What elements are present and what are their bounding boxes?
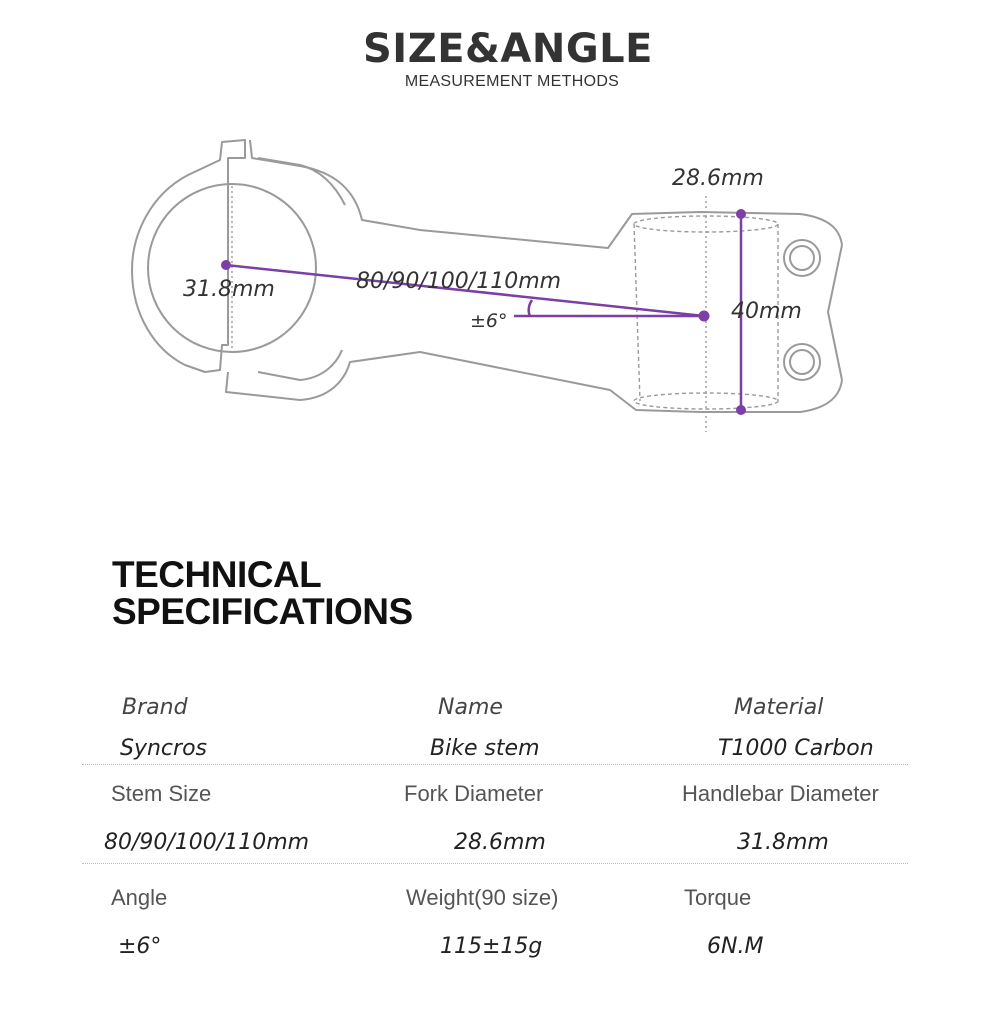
stem-length-label: 80/90/100/110mm — [356, 269, 562, 294]
spec-label-angle: Angle — [111, 885, 168, 910]
spec-label-name: Name — [438, 695, 503, 720]
spec-value-stem-size: 80/90/100/110mm — [104, 830, 310, 855]
spec-label-material: Material — [734, 695, 824, 720]
spec-label-torque: Torque — [684, 885, 752, 910]
spec-value-weight: 115±15g — [440, 934, 543, 959]
heading-line-2: SPECIFICATIONS — [112, 591, 413, 632]
spec-label-handlebar-diameter: Handlebar Diameter — [682, 781, 879, 806]
handlebar-center-dot — [221, 260, 231, 270]
row-divider — [82, 764, 908, 765]
spec-value-material: T1000 Carbon — [718, 736, 874, 761]
angle-label: ±6° — [470, 310, 508, 332]
heading-line-1: TECHNICAL — [112, 554, 322, 595]
handlebar-diameter-label: 31.8mm — [183, 277, 275, 302]
stack-height-label: 40mm — [731, 299, 802, 324]
spec-label-fork-diameter: Fork Diameter — [404, 781, 544, 806]
spec-value-name: Bike stem — [430, 736, 540, 761]
row-divider — [82, 863, 908, 864]
faceplate — [828, 245, 842, 380]
steerer-top — [634, 216, 778, 232]
height-bottom-dot — [736, 405, 746, 415]
spec-label-weight: Weight(90 size) — [406, 885, 559, 910]
spec-value-angle: ±6° — [118, 934, 162, 959]
fork-diameter-label: 28.6mm — [672, 166, 764, 191]
spec-value-fork-diameter: 28.6mm — [454, 830, 546, 855]
specifications-heading — [112, 556, 413, 630]
spec-label-brand: Brand — [122, 695, 188, 720]
spec-value-handlebar-diameter: 31.8mm — [737, 830, 829, 855]
spec-label-stem-size: Stem Size — [111, 781, 212, 806]
spec-value-torque: 6N.M — [707, 934, 764, 959]
height-top-dot — [736, 209, 746, 219]
spec-value-brand: Syncros — [120, 736, 207, 761]
stem-body-bottom — [226, 352, 842, 412]
page-title: SIZE&ANGLE — [363, 26, 653, 72]
steerer-center-dot — [699, 311, 710, 322]
angle-arc — [529, 300, 532, 316]
page-subtitle: MEASUREMENT METHODS — [404, 73, 620, 90]
